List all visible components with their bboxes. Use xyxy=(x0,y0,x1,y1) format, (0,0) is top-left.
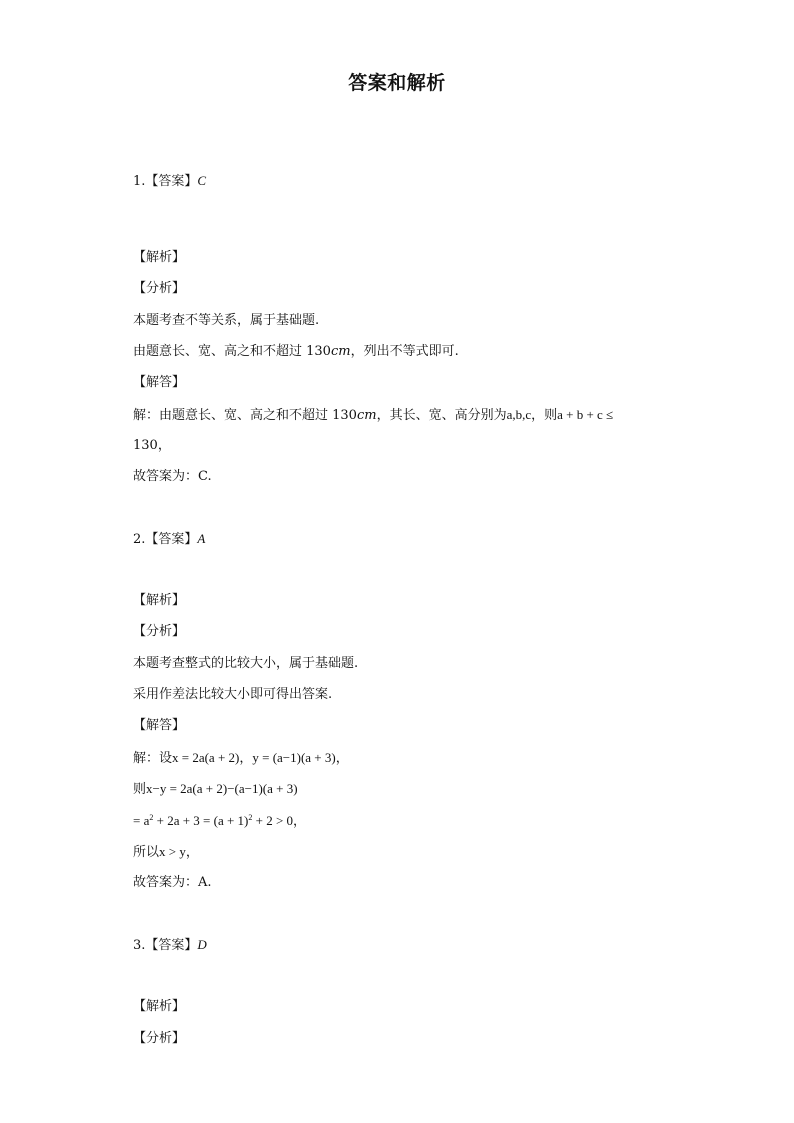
q1-sol-1a: 解：由题意长、宽、高之和不超过 130 xyxy=(133,408,357,423)
q2-solution-text-3 xyxy=(133,812,306,830)
q2-analysis-text-1: 本题考查整式的比较大小，属于基础题. xyxy=(133,656,359,671)
q1-analysis-text-2 xyxy=(133,343,459,361)
q1-solution-text-3: 故答案为：C. xyxy=(133,469,212,484)
q2-sol-exp-1: 2 xyxy=(149,813,154,822)
answer-label: 【答案】 xyxy=(145,532,198,547)
answer-label: 【答案】 xyxy=(145,174,198,189)
q1-solution-label: 【解答】 xyxy=(133,375,186,390)
q1-solution-text-2: 130， xyxy=(133,438,171,453)
q1-analysis-text-1: 本题考查不等关系，属于基础题. xyxy=(133,313,320,328)
q2-sol-3a: = a xyxy=(133,813,150,828)
q1-analysis-2b: ，列出不等式即可. xyxy=(350,344,459,359)
q1-number: 1. xyxy=(133,174,146,189)
q3-number: 3. xyxy=(133,938,146,953)
q2-number: 2. xyxy=(133,532,146,547)
q2-sol-exp-2: 2 xyxy=(248,813,253,822)
q2-solution-label: 【解答】 xyxy=(133,718,186,733)
q3-answer-line xyxy=(133,936,207,955)
q1-solution-text-1 xyxy=(133,406,613,425)
q1-answer-line xyxy=(133,172,206,191)
q3-analysis-header: 【解析】 xyxy=(133,999,186,1014)
q1-sol-1b: ，其长、宽、高分别为a,b,c，则a + b + c ≤ xyxy=(376,407,614,422)
q1-sol-unit: cm xyxy=(356,408,377,423)
q2-sol-3b: + 2a + 3 = (a + 1) xyxy=(153,813,249,828)
q2-solution-text-1: 解：设x = 2a(a + 2)，y = (a−1)(a + 3)， xyxy=(133,750,349,765)
q1-analysis-unit: cm xyxy=(330,344,351,359)
q3-analyze-label: 【分析】 xyxy=(133,1031,186,1046)
q2-solution-text-2: 则x−y = 2a(a + 2)−(a−1)(a + 3) xyxy=(133,781,298,796)
q2-analysis-text-2: 采用作差法比较大小即可得出答案. xyxy=(133,687,333,702)
q2-answer-value: A xyxy=(197,531,206,546)
q2-sol-3c: + 2 > 0， xyxy=(252,813,307,828)
q2-analyze-label: 【分析】 xyxy=(133,624,186,639)
q3-answer-value: D xyxy=(197,937,207,952)
q2-answer-line xyxy=(133,530,205,549)
q1-answer-value: C xyxy=(197,173,207,188)
q1-analysis-header: 【解析】 xyxy=(133,250,186,265)
q1-analyze-label: 【分析】 xyxy=(133,281,186,296)
page-title: 答案和解析 xyxy=(348,72,446,94)
q1-analysis-2a: 由题意长、宽、高之和不超过 130 xyxy=(133,344,331,359)
answer-label: 【答案】 xyxy=(145,938,198,953)
q2-analysis-header: 【解析】 xyxy=(133,593,186,608)
q2-solution-text-5: 故答案为：A. xyxy=(133,875,212,890)
q2-solution-text-4: 所以x > y， xyxy=(133,844,199,859)
